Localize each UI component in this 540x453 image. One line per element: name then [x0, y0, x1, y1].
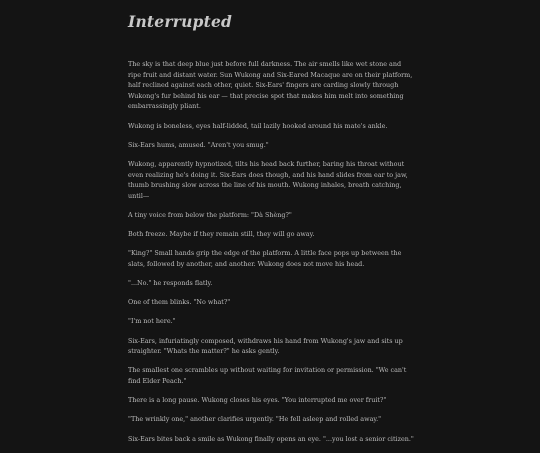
story-paragraph: Wukong is boneless, eyes half-lidded, tail lazily hooked around his mate's ankle.	[128, 121, 388, 130]
story-paragraph: "The wrinkly one," another clarifies urgently. "He fell asleep and rolled away."	[128, 415, 382, 424]
story-paragraph: A tiny voice from below the platform: "Dà Shèng?"	[128, 210, 292, 219]
story-title: Interrupted	[128, 12, 233, 31]
story-paragraph: The sky is that deep blue just before full darkness. The air smells like wet stone and ripe fruit and distant water. Sun Wukong and Six-Eared Macaque are on their platform, half reclined against each other, quiet. Six-Ears' fingers are carding slowly through Wukong's fur behind his ear — that precise spot that makes him melt into something embarrassingly pliant.	[128, 60, 413, 111]
story-paragraph: "...No." he responds flatly.	[128, 279, 213, 288]
story-paragraph: The smallest one scrambles up without waiting for invitation or permission. "We can't find Elder Peach."	[128, 366, 407, 385]
story-paragraph: One of them blinks. "No what?"	[128, 298, 231, 307]
story-paragraph: Six-Ears bites back a smile as Wukong finally opens an eye. "...you lost a senior citizen."	[128, 434, 414, 443]
story-paragraph: There is a long pause. Wukong closes his eyes. "You interrupted me over fruit?"	[128, 396, 387, 405]
story-paragraph: "I'm not here."	[128, 317, 176, 326]
story-paragraph: "King?" Small hands grip the edge of the platform. A little face pops up between the slats, followed by another, and another. Wukong does not move his head.	[128, 249, 402, 268]
story-paragraph: Six-Ears hums, amused. "Aren't you smug."	[128, 140, 269, 149]
story-paragraph: Six-Ears, infuriatingly composed, withdraws his hand from Wukong's jaw and sits up straighter. "Whats the matter?" he asks gently.	[128, 336, 403, 356]
story-paragraph: Wukong, apparently hypnotized, tilts his head back further, baring his throat without even realizing he's doing it. Six-Ears does though, and his hand slides from ear to jaw, thumb brushing slow across the line of his mouth. Wukong inhales, breath catching, until—	[128, 159, 408, 200]
story-paragraph: Both freeze. Maybe if they remain still, they will go away.	[128, 230, 315, 239]
story-article	[128, 12, 414, 453]
